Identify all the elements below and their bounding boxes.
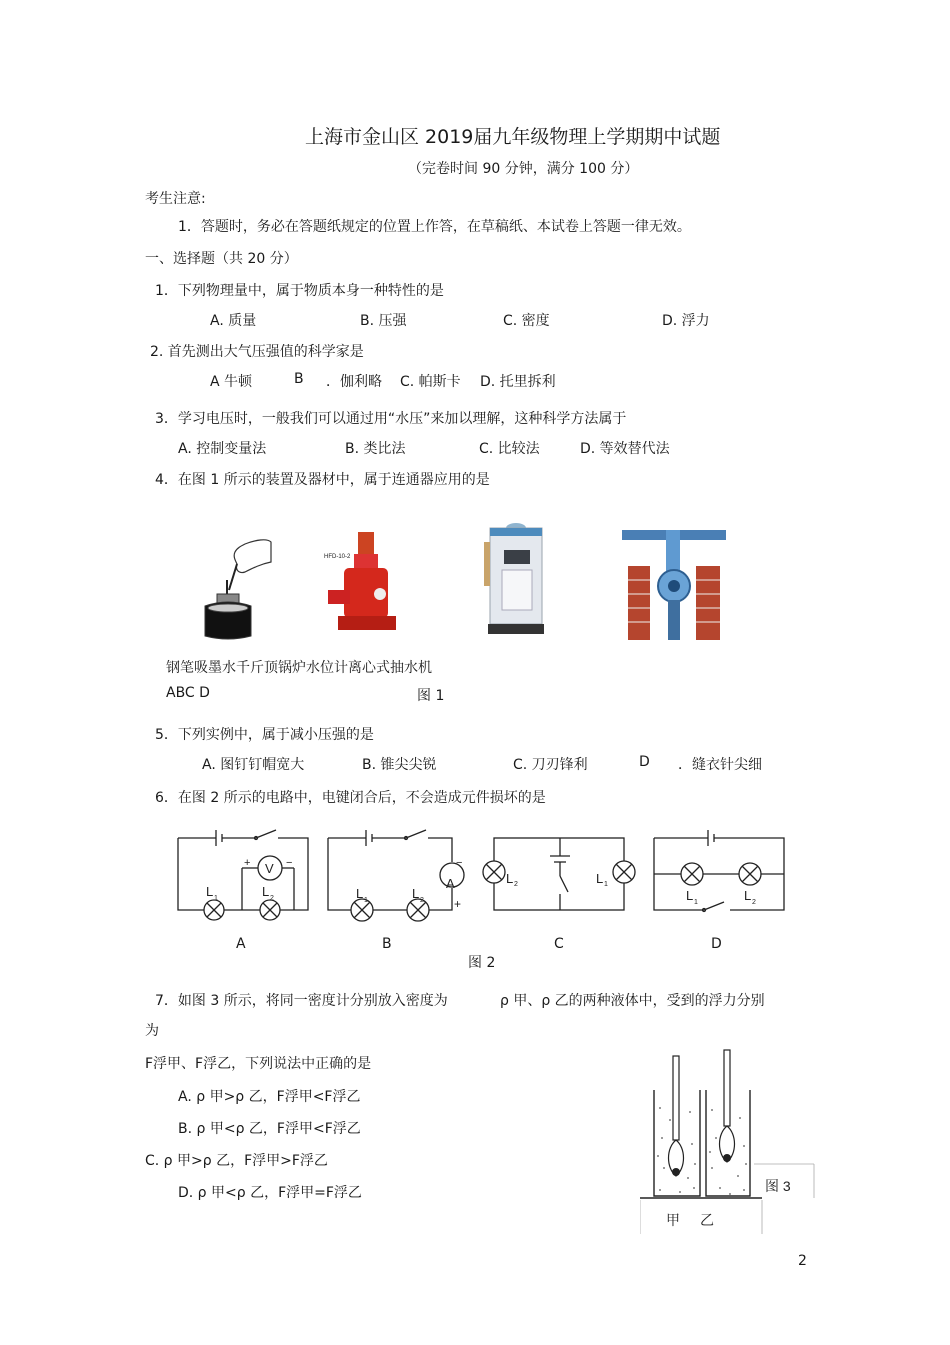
q7-option-d: D. ρ 甲<ρ 乙，F浮甲=F浮乙: [178, 1185, 362, 1201]
q5-option-c: C. 刀刃锋利: [513, 757, 588, 773]
question-3: 3．学习电压时，一般我们可以通过用“水压”来加以理解，这种科学方法属于: [155, 411, 627, 427]
svg-text:2: 2: [420, 897, 424, 904]
svg-text:1: 1: [364, 897, 368, 904]
q7-option-a: A. ρ 甲>ρ 乙，F浮甲<F浮乙: [178, 1089, 361, 1105]
notice-heading: 考生注意:: [145, 191, 206, 207]
jar-yi-label: 乙: [700, 1212, 714, 1228]
svg-text:2: 2: [752, 899, 756, 906]
svg-text:+: +: [454, 897, 462, 911]
question-5: 5．下列实例中，属于减小压强的是: [155, 727, 374, 743]
figure-3-caption: 图 3: [765, 1178, 791, 1194]
svg-text:+: +: [244, 857, 251, 869]
q7-stem-cont: ρ 甲、ρ 乙的两种液体中，受到的浮力分别: [500, 993, 765, 1009]
pen-ink-bottle-image: [195, 532, 275, 642]
q3-option-b: B. 类比法: [345, 441, 406, 457]
c-lamp1-label: L: [596, 871, 604, 886]
q7-stem-line2: F浮甲、F浮乙，下列说法中正确的是: [145, 1056, 372, 1072]
q5-option-d: D: [639, 754, 650, 770]
question-7: 7．如图 3 所示，将同一密度计分别放入密度为: [155, 993, 448, 1009]
notice-item-1: 1．答题时，务必在答题纸规定的位置上作答，在草稿纸、本试卷上答题一律无效。: [178, 219, 691, 235]
q3-option-a: A. 控制变量法: [178, 441, 267, 457]
centrifugal-pump-image: [622, 530, 726, 640]
q2-option-b-text: ．伽利略: [326, 374, 382, 390]
jar-jia-label: 甲: [666, 1212, 680, 1228]
hydraulic-jack-image: [318, 528, 398, 636]
q1-option-c: C. 密度: [503, 313, 550, 329]
question-4: 4．在图 1 所示的装置及器材中，属于连通器应用的是: [155, 472, 490, 488]
circuit-label-c: C: [554, 936, 564, 952]
d-lamp2-label: L: [744, 888, 752, 903]
svg-text:2: 2: [514, 881, 518, 888]
svg-text:1: 1: [604, 881, 608, 888]
boiler-image: [480, 520, 552, 638]
svg-text:1: 1: [214, 895, 218, 902]
q2-option-d: D. 托里拆利: [480, 374, 556, 390]
b-lamp1-label: L: [356, 886, 364, 901]
b-lamp2-label: L: [412, 886, 420, 901]
q3-option-d: D. 等效替代法: [580, 441, 670, 457]
q3-option-c: C. 比较法: [479, 441, 540, 457]
question-6: 6．在图 2 所示的电路中，电键闭合后，不会造成元件损坏的是: [155, 790, 546, 806]
figure-2-circuits: [170, 820, 800, 925]
circuit-label-d: D: [711, 936, 722, 952]
figure-1-letters: ABC D: [166, 685, 210, 701]
d-lamp1-label: L: [686, 888, 694, 903]
page-title: 上海市金山区 2019届九年级物理上学期期中试题: [305, 126, 721, 148]
q7-stem-wrap: 为: [145, 1023, 159, 1039]
figure-1-captions: 钢笔吸墨水千斤顶锅炉水位计离心式抽水机: [166, 660, 432, 676]
circuit-b: [328, 830, 464, 921]
circuit-label-b: B: [382, 936, 392, 952]
q2-option-b: B: [294, 371, 304, 387]
a-lamp1-label: L: [206, 884, 214, 899]
c-lamp2-label: L: [506, 871, 514, 886]
question-2: 2. 首先测出大气压强值的科学家是: [150, 344, 364, 360]
svg-text:1: 1: [694, 899, 698, 906]
q5-option-b: B. 锥尖尖锐: [362, 757, 437, 773]
section-heading: 一、选择题（共 20 分）: [145, 251, 298, 267]
page-number: 2: [798, 1253, 807, 1269]
jack-label: HFD-10-2: [324, 554, 351, 560]
figure-3-hydrometers: [640, 1048, 818, 1236]
q1-option-b: B. 压强: [360, 313, 407, 329]
q1-option-a: A. 质量: [210, 313, 257, 329]
q2-option-a: A 牛顿: [210, 374, 253, 390]
circuit-a: [178, 830, 308, 920]
q5-option-d-text: ．缝衣针尖细: [678, 757, 762, 773]
a-lamp2-label: L: [262, 884, 270, 899]
svg-text:−: −: [456, 857, 463, 869]
figure-2-caption: 图 2: [468, 955, 496, 971]
svg-text:2: 2: [270, 895, 274, 902]
ammeter-label: A: [446, 876, 455, 891]
subtitle: （完卷时间 90 分钟，满分 100 分）: [408, 161, 639, 177]
q1-option-d: D. 浮力: [662, 313, 710, 329]
q5-option-a: A. 图钉钉帽宽大: [202, 757, 305, 773]
q2-option-c: C. 帕斯卡: [400, 374, 461, 390]
voltmeter-label: V: [265, 861, 274, 876]
svg-text:−: −: [286, 857, 293, 869]
circuit-d: [654, 830, 784, 912]
circuit-label-a: A: [236, 936, 246, 952]
question-1: 1．下列物理量中，属于物质本身一种特性的是: [155, 283, 444, 299]
q7-option-b: B. ρ 甲<ρ 乙，F浮甲<F浮乙: [178, 1121, 361, 1137]
figure-1-caption: 图 1: [417, 688, 445, 704]
q7-option-c: C. ρ 甲>ρ 乙，F浮甲>F浮乙: [145, 1153, 328, 1169]
